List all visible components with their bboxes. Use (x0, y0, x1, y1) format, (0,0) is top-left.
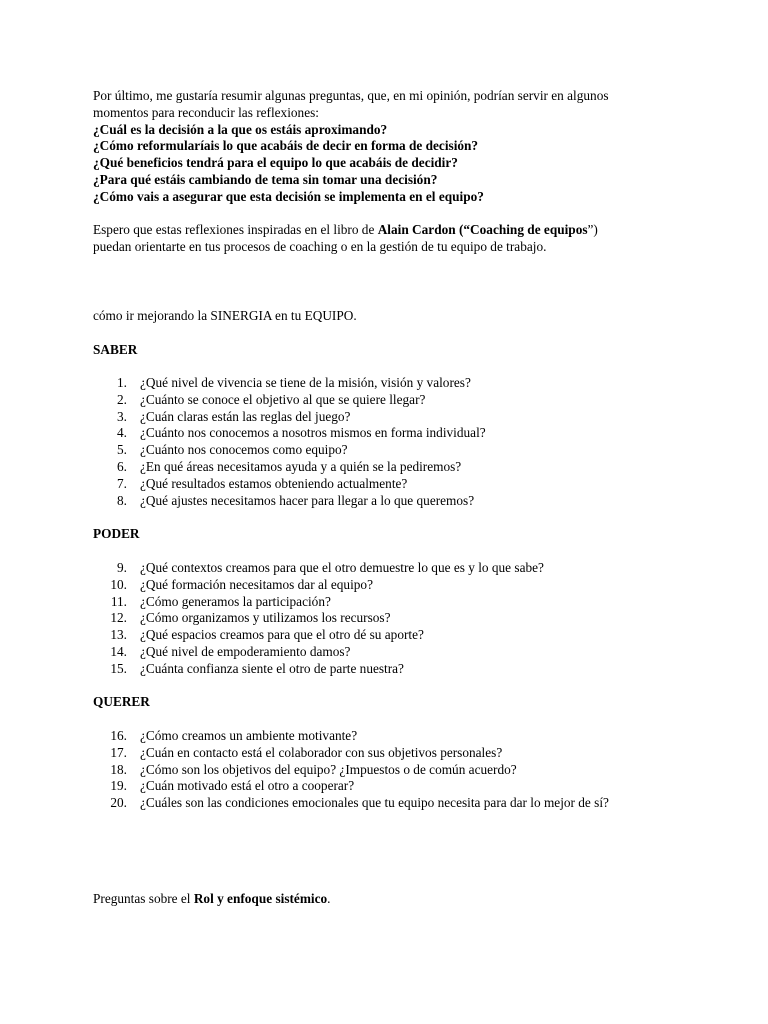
section-heading-saber: SABER (93, 342, 138, 357)
footer-paragraph (93, 891, 723, 908)
closing-paragraph (93, 222, 723, 256)
list-text: ¿En qué áreas necesitamos ayuda y a quién se la pediremos? (140, 458, 462, 474)
list-item (93, 661, 733, 678)
intro-question: ¿Cómo reformularíais lo que acabáis de decir en forma de decisión? (93, 138, 479, 154)
intro-question: ¿Cuál es la decisión a la que os estáis aproximando? (93, 121, 388, 137)
list-number: 5. (117, 442, 127, 458)
intro-question: ¿Para qué estáis cambiando de tema sin tomar una decisión? (93, 171, 438, 187)
list-number: 11. (110, 593, 127, 609)
list-text: ¿Cómo creamos un ambiente motivante? (140, 728, 358, 743)
intro-paragraph (93, 88, 723, 206)
list-text: ¿Qué nivel de vivencia se tiene de la misión, visión y valores? (140, 375, 471, 390)
list-item (93, 409, 733, 426)
closing-line-2: puedan orientarte en tus procesos de coaching o en la gestión de tu equipo de trabajo. (93, 238, 547, 254)
list-item (93, 425, 733, 442)
list-text: ¿Cuánto nos conocemos como equipo? (140, 442, 348, 458)
sinergia-line: cómo ir mejorando la SINERGIA en tu EQUIPO. (93, 308, 357, 323)
list-number: 14. (110, 643, 127, 659)
list-text: ¿Qué espacios creamos para que el otro dé su aporte? (140, 627, 424, 643)
list-number: 1. (117, 375, 127, 390)
section-heading-poder: PODER (93, 526, 140, 541)
saber-list (93, 375, 733, 509)
list-number: 19. (110, 778, 127, 794)
list-number: 20. (110, 795, 127, 811)
list-item (93, 392, 733, 409)
list-number: 16. (110, 728, 127, 743)
list-item (93, 627, 733, 644)
list-text: ¿Qué nivel de empoderamiento damos? (140, 643, 351, 659)
list-text: ¿Cuáles son las condiciones emocionales que tu equipo necesita para dar lo mejor de sí? (140, 795, 609, 811)
list-text: ¿Cómo organizamos y utilizamos los recursos? (140, 610, 391, 626)
poder-list (93, 560, 733, 678)
footer-prefix: Preguntas sobre el (93, 891, 194, 906)
intro-line-1: Por último, me gustaría resumir algunas preguntas, que, en mi opinión, podrían servir en algunos (93, 88, 609, 103)
querer-list (93, 728, 733, 812)
list-number: 10. (110, 576, 127, 592)
book-reference: Alain Cardon (“Coaching de equipos (377, 222, 588, 237)
list-item (93, 728, 733, 745)
section-heading-querer: QUERER (93, 694, 150, 709)
list-item (93, 795, 733, 812)
list-number: 13. (110, 627, 127, 643)
list-item (93, 459, 733, 476)
list-number: 18. (110, 761, 127, 777)
closing-prefix: Espero que estas reflexiones inspiradas en el libro de (93, 222, 378, 237)
list-number: 8. (117, 492, 127, 508)
list-item (93, 560, 733, 577)
intro-question: ¿Cómo vais a asegurar que esta decisión se implementa en el equipo? (93, 188, 484, 204)
footer-bold-topic: Rol y enfoque sistémico (193, 891, 328, 906)
list-item (93, 610, 733, 627)
list-item (93, 442, 733, 459)
list-item (93, 476, 733, 493)
intro-line-2: momentos para reconducir las reflexiones: (93, 104, 319, 120)
list-text: ¿Qué resultados estamos obteniendo actualmente? (140, 475, 408, 491)
list-number: 4. (117, 425, 127, 441)
list-item (93, 594, 733, 611)
intro-question: ¿Qué beneficios tendrá para el equipo lo que acabáis de decidir? (93, 155, 458, 171)
footer-suffix: . (327, 891, 331, 906)
list-number: 7. (117, 475, 127, 491)
list-number: 9. (117, 560, 127, 575)
sinergia-paragraph (93, 308, 723, 325)
list-item (93, 644, 733, 661)
list-item (93, 375, 733, 392)
list-text: ¿Cómo son los objetivos del equipo? ¿Impuestos o de común acuerdo? (140, 761, 517, 777)
list-text: ¿Cuán motivado está el otro a cooperar? (140, 778, 355, 794)
list-text: ¿Cuánto se conoce el objetivo al que se quiere llegar? (140, 391, 426, 407)
list-number: 3. (117, 408, 127, 424)
list-text: ¿Cuán claras están las reglas del juego? (140, 408, 351, 424)
list-number: 12. (110, 610, 127, 626)
footer-line (93, 891, 723, 908)
list-text: ¿Cuánta confianza siente el otro de parte nuestra? (140, 660, 404, 676)
closing-line-1 (93, 222, 723, 239)
list-number: 2. (117, 391, 127, 407)
list-item (93, 577, 733, 594)
list-item (93, 493, 733, 510)
list-text: ¿Cuánto nos conocemos a nosotros mismos en forma individual? (140, 425, 486, 441)
list-number: 17. (110, 744, 127, 760)
list-number: 6. (117, 458, 127, 474)
list-item (93, 762, 733, 779)
list-text: ¿Qué formación necesitamos dar al equipo? (140, 576, 373, 592)
list-item (93, 745, 733, 762)
closing-suffix: ”) (587, 222, 598, 237)
list-item (93, 778, 733, 795)
list-text: ¿Cómo generamos la participación? (140, 593, 331, 609)
list-number: 15. (110, 660, 127, 676)
list-text: ¿Cuán en contacto está el colaborador con sus objetivos personales? (140, 744, 503, 760)
list-text: ¿Qué ajustes necesitamos hacer para llegar a lo que queremos? (140, 492, 475, 508)
list-text: ¿Qué contextos creamos para que el otro demuestre lo que es y lo que sabe? (140, 560, 544, 575)
